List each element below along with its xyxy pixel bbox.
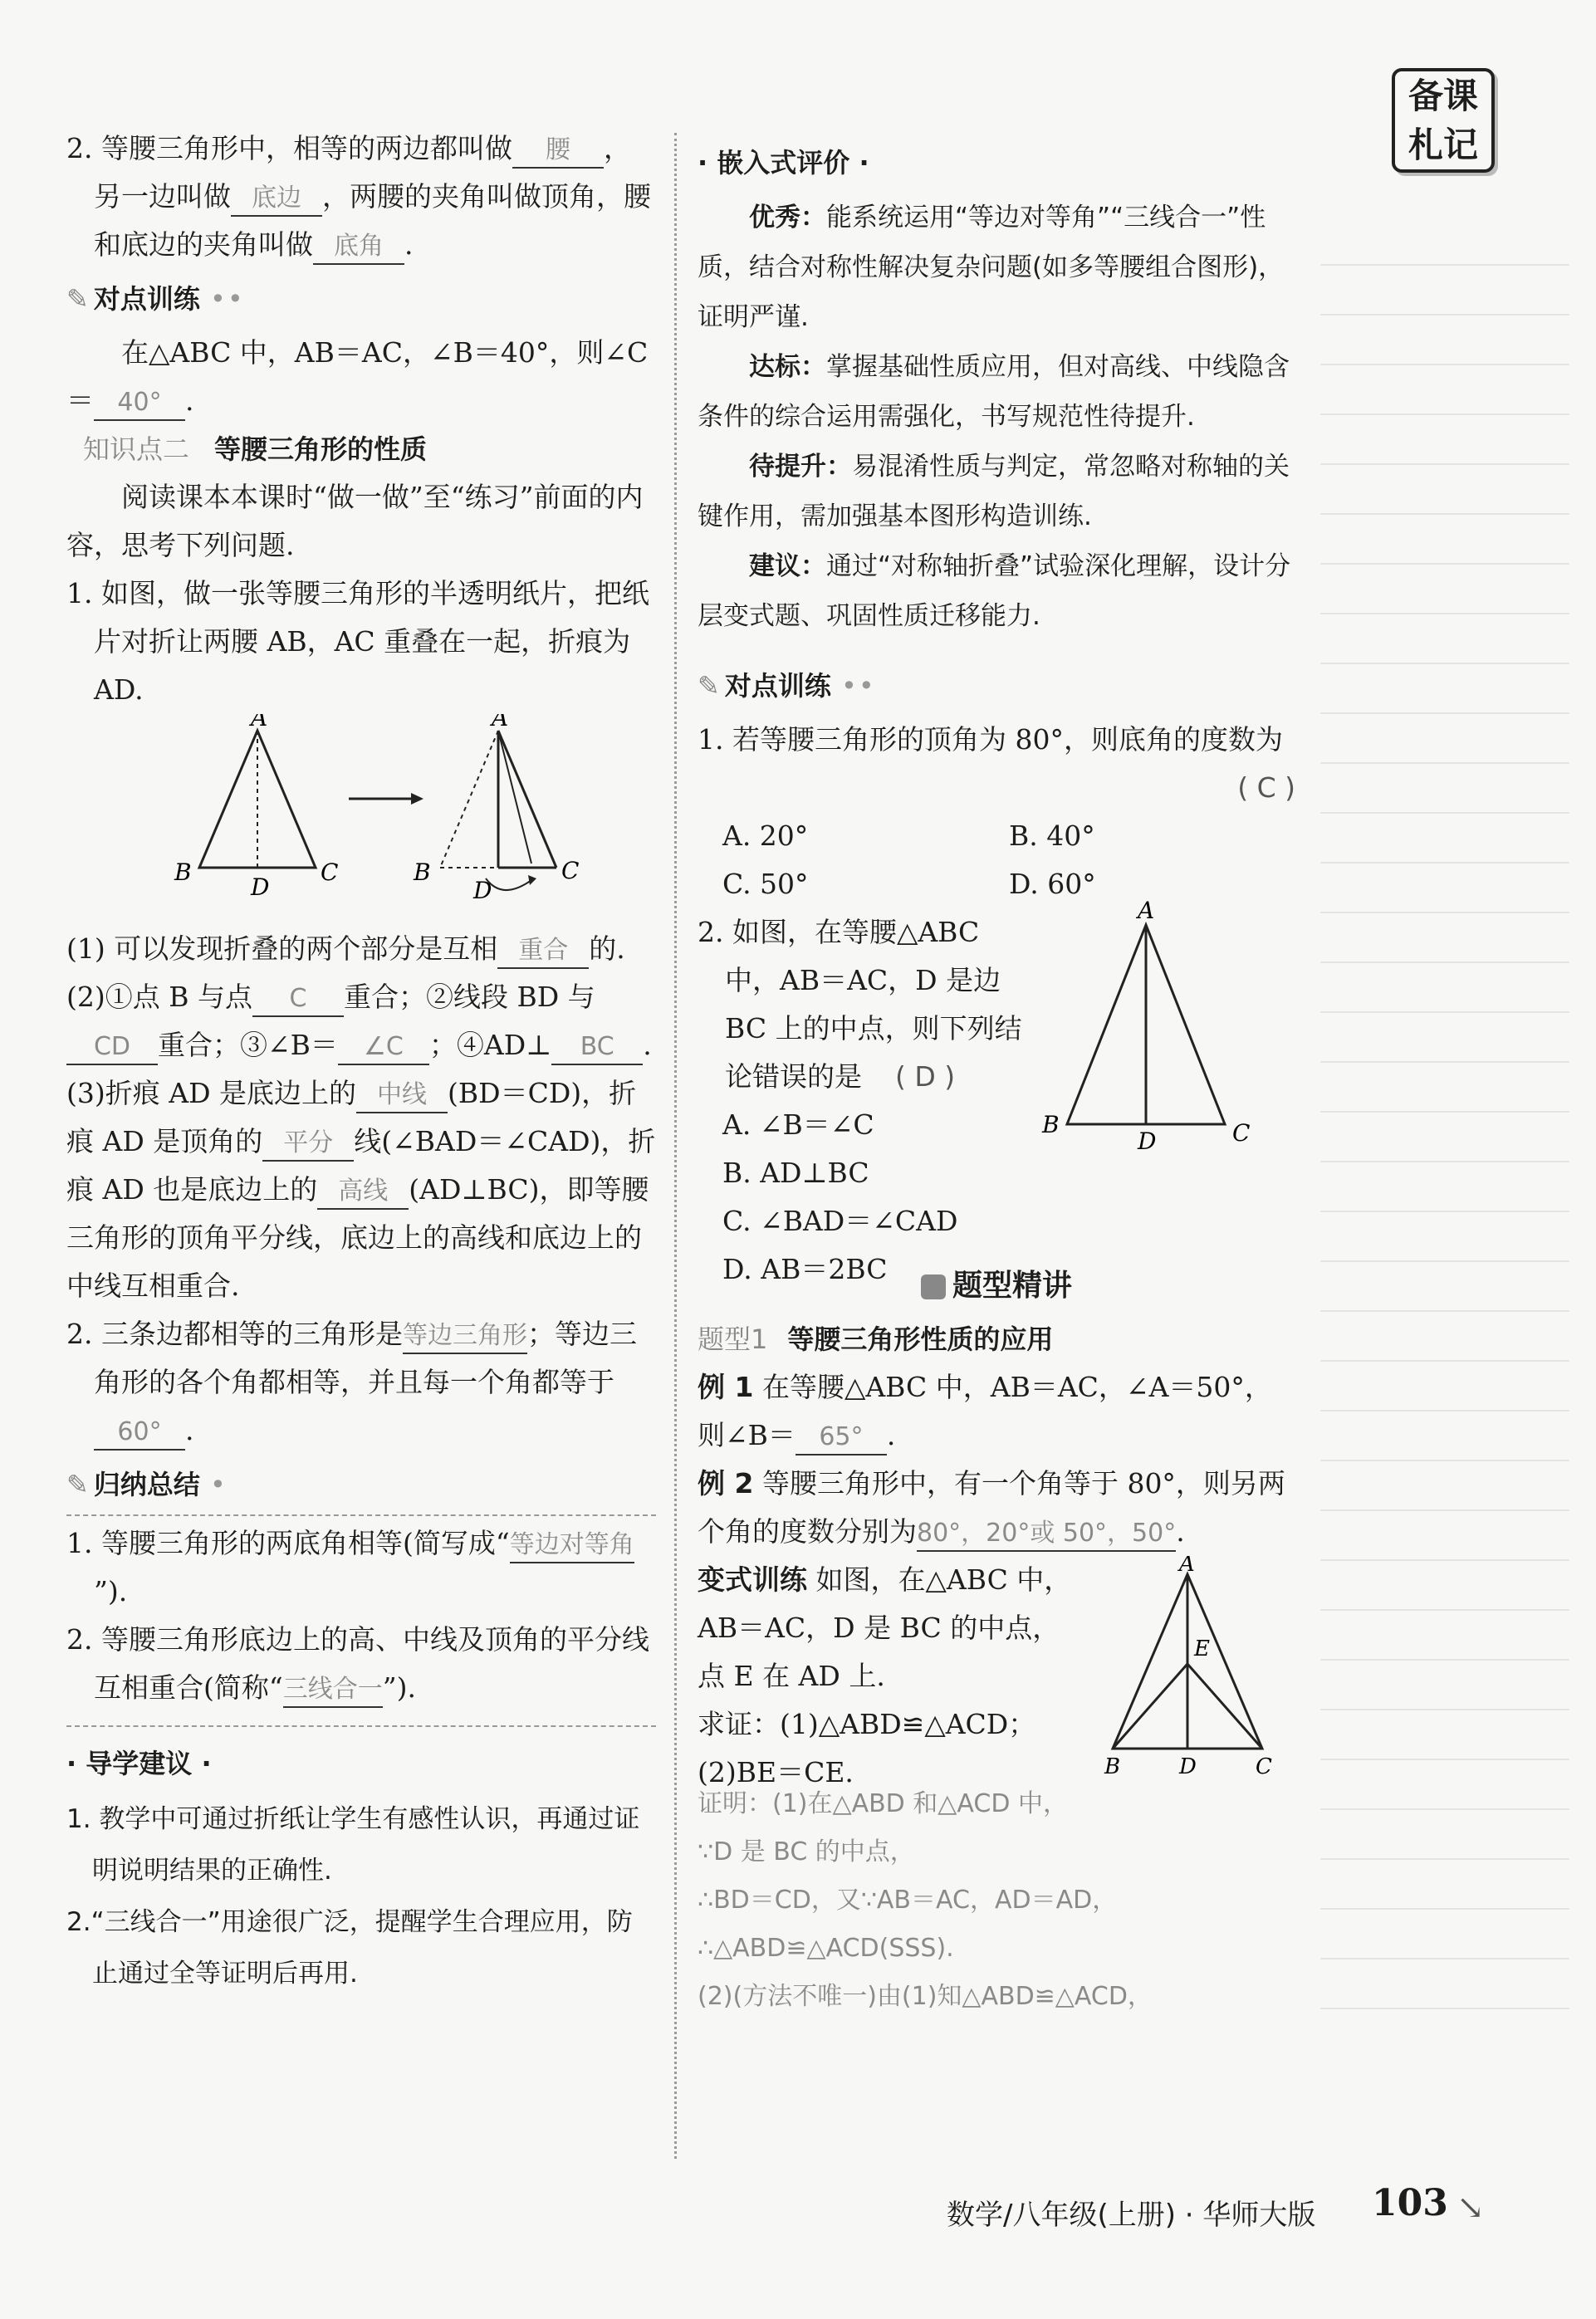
- text: 重合；②线段 BD 与: [343, 981, 595, 1013]
- text: (1) 可以发现折叠的两个部分是互相: [66, 932, 498, 965]
- guide-item-1: 1. 教学中可通过折纸让学生有感性认识，再通过证明说明结果的正确性.: [66, 1804, 640, 1886]
- option[interactable]: B. AD⊥BC: [722, 1157, 869, 1189]
- example-label: 例 1: [698, 1371, 754, 1403]
- mcq-2-answer: ( D ): [895, 1060, 956, 1093]
- text: 2. 三条边都相等的三角形是: [66, 1318, 403, 1350]
- variant-figure: [1080, 1556, 1295, 1780]
- text: 的.: [589, 932, 625, 965]
- mcq-1: 1. 若等腰三角形的顶角为 80°，则底角的度数为: [698, 723, 1283, 756]
- eval-pass: [698, 342, 1295, 442]
- text: 通过“对称轴折叠”试验深化理解，设计分层变式题、巩固性质迁移能力.: [698, 551, 1291, 631]
- answer-blank[interactable]: 等边三角形: [403, 1319, 527, 1354]
- type-header: [698, 1315, 1295, 1363]
- isosceles-figure: [1030, 900, 1295, 1157]
- label-D: D: [1179, 1754, 1197, 1779]
- dots-decoration: ••: [199, 283, 245, 315]
- text: .: [185, 384, 194, 417]
- practice-title: 对点训练: [724, 670, 831, 702]
- answer-blank[interactable]: 平分: [262, 1127, 354, 1162]
- label-E: E: [1194, 1637, 1210, 1661]
- option[interactable]: A. 20°: [722, 819, 809, 852]
- answer-blank[interactable]: 80°，20°或 50°，50°: [917, 1517, 1176, 1552]
- text: ”).: [382, 1671, 416, 1704]
- text: ，另一边叫做: [94, 132, 631, 213]
- equilateral-question: [66, 1310, 656, 1455]
- answer-blank[interactable]: C: [252, 982, 344, 1017]
- knowledge-point-title: 等腰三角形的性质: [214, 433, 428, 465]
- sub-question-2: [66, 973, 656, 1069]
- summary-box: [66, 1514, 656, 1712]
- text: 掌握基础性质应用，但对高线、中线隐含条件的综合运用需强化，书写规范性待提升.: [698, 352, 1290, 432]
- option[interactable]: D. AB＝2BC: [722, 1253, 888, 1285]
- dots-decoration: •: [199, 1469, 228, 1500]
- label-D: D: [473, 877, 492, 904]
- text: .: [643, 1029, 652, 1061]
- arrow: [349, 793, 423, 805]
- stamp-line-2: 札记: [1408, 124, 1478, 165]
- type-tag: 题型1: [698, 1323, 768, 1355]
- text: (2)①点 B 与点: [66, 981, 252, 1013]
- option[interactable]: B. 40°: [1009, 819, 1095, 852]
- eval-suggest: [698, 541, 1295, 641]
- mcq-2-block: [698, 900, 1295, 1285]
- text: (BD＝CD)，折痕 AD 是顶角的: [66, 1077, 637, 1157]
- column-divider: [674, 133, 677, 2159]
- label-B: B: [414, 859, 431, 886]
- variant-text: [698, 1556, 1080, 1797]
- answer-blank[interactable]: 底边: [231, 182, 322, 217]
- label-B: B: [174, 859, 192, 886]
- answer-blank[interactable]: BC: [551, 1030, 643, 1065]
- knowledge-point-tag: 知识点二: [83, 433, 190, 465]
- text: 易混淆性质与判定，常忽略对称轴的关键作用，需加强基本图形构造训练.: [698, 452, 1290, 531]
- eval-lead: 优秀：: [749, 203, 826, 232]
- label-C: C: [561, 857, 580, 884]
- text: 重合；③∠B＝: [158, 1029, 338, 1061]
- mcq-2-text: [698, 908, 1030, 1294]
- label-A: A: [492, 714, 509, 731]
- text: 2. 等腰三角形中，相等的两边都叫做: [66, 132, 512, 164]
- summary-item-2: [66, 1616, 656, 1712]
- option[interactable]: D. 60°: [1009, 868, 1096, 900]
- answer-blank[interactable]: 65°: [796, 1421, 887, 1455]
- answer-blank[interactable]: 40°: [94, 386, 185, 421]
- practice-header-2: [698, 661, 1295, 711]
- text: ，两腰的夹角叫做顶角，腰和底边的夹角叫做: [94, 180, 651, 261]
- pencil-icon: ✎: [698, 670, 720, 702]
- label-A: A: [1138, 900, 1155, 924]
- pencil-icon: ✎: [66, 283, 89, 315]
- text: 等腰三角形中，有一个角等于 80°，则另两个角的度数分别为: [698, 1467, 1285, 1548]
- notes-ruled-lines: [1320, 216, 1569, 2043]
- sub-question-3: [66, 1069, 656, 1310]
- sub-question-1: [66, 925, 656, 973]
- practice-title: 对点训练: [93, 283, 200, 315]
- answer-blank[interactable]: 中线: [356, 1079, 448, 1113]
- fold-question: 1. 如图，做一张等腰三角形的半透明纸片，把纸片对折让两腰 AB，AC 重叠在一起，折痕为 AD.: [66, 577, 649, 706]
- proof-line: ∵D 是 BC 的中点，: [698, 1837, 915, 1866]
- stamp-line-1: 备课: [1408, 75, 1478, 116]
- summary-item-1: [66, 1519, 656, 1616]
- text: ；④AD⊥: [428, 1029, 552, 1061]
- label-D: D: [251, 873, 270, 901]
- proof-line: (2)(方法不唯一)由(1)知△ABD≌△ACD，: [698, 1982, 1153, 2011]
- lesson-notes-stamp: [1392, 68, 1495, 173]
- section-title: 题型精讲: [952, 1269, 1072, 1303]
- answer-blank[interactable]: 60°: [94, 1416, 185, 1451]
- label-B: B: [1042, 1111, 1060, 1138]
- text: .: [1176, 1515, 1185, 1548]
- option[interactable]: C. 50°: [722, 868, 809, 900]
- definition-question: [66, 125, 656, 269]
- triangle-folded: [413, 714, 579, 904]
- text: ”).: [94, 1575, 128, 1607]
- guide-title: · 导学建议 ·: [66, 1748, 212, 1779]
- label-C: C: [321, 859, 339, 886]
- label-C: C: [1256, 1754, 1272, 1779]
- eval-improve: [698, 442, 1295, 541]
- variant-block: [698, 1556, 1295, 1788]
- label-A: A: [1179, 1556, 1195, 1577]
- example-1: [698, 1363, 1295, 1460]
- text: ；等边三角形的各个角都相等，并且每一个角都等于: [94, 1318, 637, 1398]
- label-D: D: [1138, 1128, 1157, 1155]
- summary-title: 归纳总结: [93, 1469, 200, 1500]
- left-column: [66, 125, 656, 1999]
- text: 1. 等腰三角形的两底角相等(简写成“: [66, 1527, 510, 1559]
- proof-line: ∴BD＝CD，又∵AB＝AC，AD＝AD，: [698, 1886, 1118, 1915]
- mcq-2: [698, 908, 1030, 1101]
- variant-prove-1: 求证：(1)△ABD≌△ACD；: [698, 1708, 1036, 1740]
- teaching-guide: [66, 1725, 656, 1999]
- eval-excellent: [698, 193, 1295, 342]
- evaluation-block: [698, 193, 1295, 641]
- answer-blank[interactable]: 三线合一: [283, 1673, 383, 1708]
- eval-lead: 建议：: [749, 551, 826, 581]
- answer-blank[interactable]: ∠C: [338, 1030, 429, 1065]
- example-2: [698, 1460, 1295, 1556]
- corner-arrow-icon: ↘: [1456, 2189, 1485, 2227]
- label-A: A: [251, 714, 268, 731]
- mcq-2-options: [698, 1101, 1030, 1294]
- label-C: C: [1232, 1119, 1251, 1147]
- text: 如图，在△ABC 中，AB＝AC，D 是 BC 的中点，点 E 在 AD 上.: [698, 1563, 1072, 1692]
- answer-blank[interactable]: 重合: [497, 934, 589, 969]
- proof-block: [698, 1780, 1295, 2021]
- eval-lead: 达标：: [749, 352, 826, 382]
- text: .: [404, 228, 414, 261]
- triangle-original: [174, 714, 338, 901]
- pencil-icon: ✎: [66, 1469, 89, 1500]
- page-number: 103: [1372, 2182, 1448, 2224]
- summary-header: [66, 1460, 656, 1509]
- answer-blank[interactable]: 等边对等角: [510, 1529, 634, 1563]
- text: 2. 如图，在等腰△ABC 中，AB＝AC，D 是边 BC 上的中点，则下列结论错误的是: [698, 916, 1022, 1093]
- right-column: [698, 133, 1295, 2021]
- folding-figure: [66, 714, 648, 922]
- text: 线(∠BAD＝∠CAD)，折痕 AD 也是底边上的: [66, 1125, 656, 1206]
- variant-prove-2: (2)BE＝CE.: [698, 1756, 854, 1788]
- proof-line: ∴△ABD≌△ACD(SSS).: [698, 1934, 954, 1963]
- text: (3)折痕 AD 是底边上的: [66, 1077, 357, 1109]
- practice-question: [66, 329, 656, 425]
- practice-header: [66, 274, 656, 324]
- answer-blank[interactable]: 高线: [317, 1175, 409, 1210]
- text: 在△ABC 中，AB＝AC，∠B＝40°，则∠C＝: [66, 336, 649, 417]
- type-title: 等腰三角形性质的应用: [787, 1323, 1054, 1355]
- variant-question: [698, 1556, 1080, 1700]
- reading-instruction: 阅读课本本课时“做一做”至“练习”前面的内容，思考下列问题.: [66, 481, 644, 561]
- text: 在等腰△ABC 中，AB＝AC，∠A＝50°，则∠B＝: [698, 1371, 1272, 1451]
- page-footer: 数学/八年级(上册) · 华师大版: [947, 2199, 1316, 2232]
- label-B: B: [1104, 1754, 1121, 1779]
- text: .: [185, 1414, 194, 1446]
- answer-blank[interactable]: CD: [66, 1030, 158, 1065]
- option[interactable]: A. ∠B＝∠C: [722, 1108, 874, 1141]
- evaluation-title: · 嵌入式评价 ·: [698, 147, 869, 179]
- mcq-1-answer: ( C ): [1237, 771, 1295, 804]
- text: (AD⊥BC)，即等腰三角形的顶角平分线，底边上的高线和底边上的中线互相重合.: [66, 1173, 649, 1302]
- answer-blank[interactable]: 腰: [512, 134, 604, 169]
- text: 能系统运用“等边对等角”“三线合一”性质，结合对称性解决复杂问题(如多等腰组合图形)，证明严谨.: [698, 203, 1285, 332]
- option[interactable]: C. ∠BAD＝∠CAD: [722, 1205, 958, 1237]
- guide-item-2: 2.“三线合一”用途很广泛，提醒学生合理应用，防止通过全等证明后再用.: [66, 1907, 633, 1989]
- proof-line: 证明：(1)在△ABD 和△ACD 中，: [698, 1789, 1068, 1818]
- answer-blank[interactable]: 底角: [313, 230, 404, 265]
- dots-decoration: ••: [830, 670, 876, 702]
- mcq-1-options: [698, 812, 1295, 908]
- eval-lead: 待提升：: [749, 452, 852, 482]
- text: .: [886, 1419, 896, 1451]
- example-label: 例 2: [698, 1467, 754, 1500]
- variant-label: 变式训练: [698, 1563, 807, 1596]
- knowledge-point-header: [66, 425, 656, 473]
- text: 2. 等腰三角形底边上的高、中线及顶角的平分线互相重合(简称“: [66, 1623, 649, 1704]
